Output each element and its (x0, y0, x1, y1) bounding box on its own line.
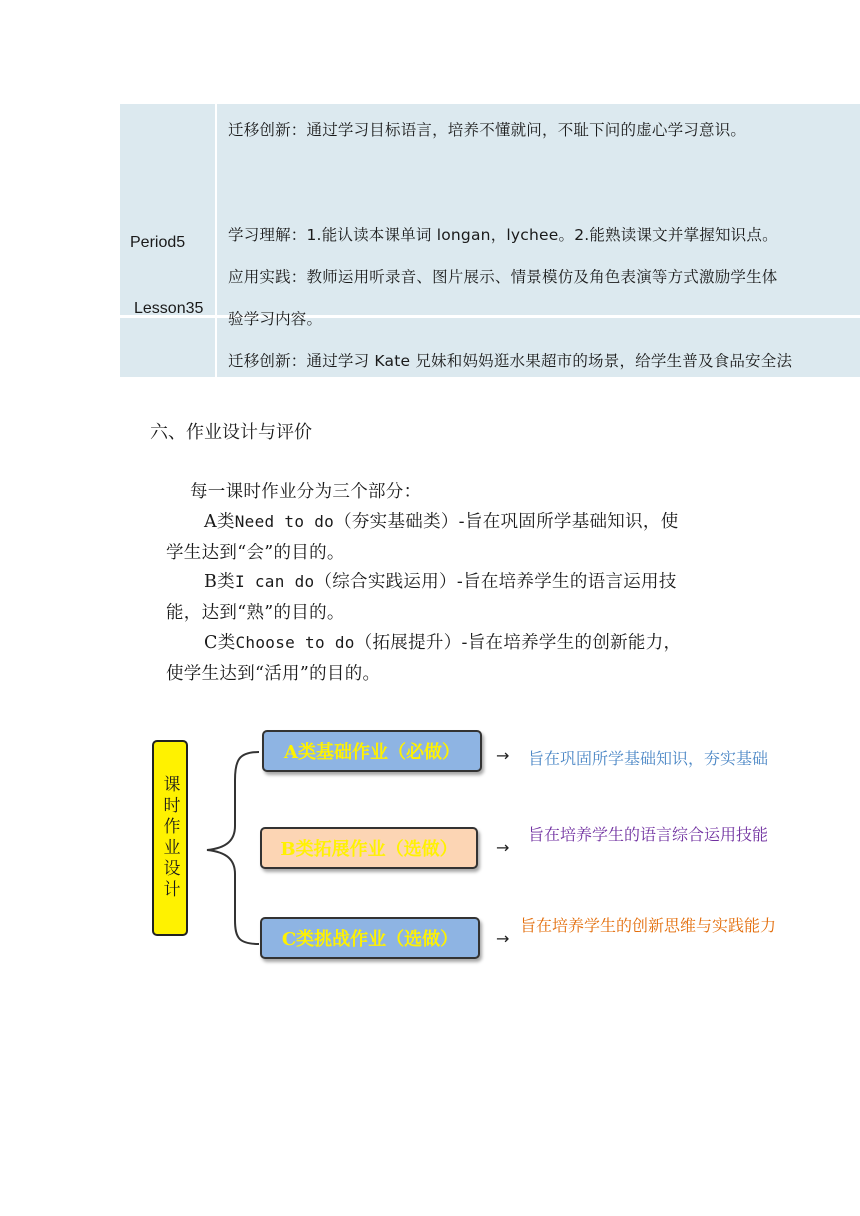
branch-c-desc: 旨在培养学生的创新思维与实践能力 (520, 916, 777, 935)
type-a-prefix: A类 (204, 512, 235, 532)
type-a-line1 (204, 508, 679, 533)
type-c-line2: 使学生达到“活用”的目的。 (166, 664, 381, 684)
type-a-desc: （夯实基础类）-旨在巩固所学基础知识，使 (334, 512, 679, 532)
type-b-prefix: B类 (204, 572, 235, 592)
arrow-a-icon: → (496, 746, 510, 765)
branch-c-box (260, 917, 480, 959)
lesson-table (120, 104, 860, 377)
diagram-brace (195, 740, 270, 950)
branch-a-label: A类基础作业（必做） (284, 742, 460, 763)
branch-a-box (262, 730, 482, 772)
branch-a-desc: 旨在巩固所学基础知识，夯实基础 (528, 749, 769, 768)
period5-transfer-text: 迁移创新：通过学习 Kate 兄妹和妈妈逛水果超市的场景，给学生普及食品安全法 (228, 352, 793, 370)
type-a-line2: 学生达到“会”的目的。 (166, 543, 345, 563)
prev-row-transfer-text: 迁移创新：通过学习目标语言，培养不懂就问，不耻下问的虚心学习意识。 (228, 121, 747, 139)
type-c-prefix: C类 (204, 633, 236, 653)
type-c-line1 (204, 629, 681, 654)
branch-b-desc: 旨在培养学生的语言综合运用技能 (528, 825, 769, 844)
period-label: Period5 (130, 234, 186, 251)
homework-intro: 每一课时作业分为三个部分： (190, 482, 422, 502)
branch-b-label: B类拓展作业（选做） (280, 839, 458, 860)
section-heading: 六、作业设计与评价 (150, 422, 312, 443)
type-b-desc: （综合实践运用）-旨在培养学生的语言运用技 (314, 572, 677, 592)
diagram-root-label: 课时作业设计 (159, 775, 180, 901)
arrow-b-icon: → (496, 838, 510, 857)
arrow-c-icon: → (496, 929, 510, 948)
period5-apply-line1: 应用实践：教师运用听录音、图片展示、情景模仿及角色表演等方式激励学生体 (228, 268, 778, 286)
period5-learn-text: 学习理解：1.能认读本课单词 longan，lychee。2.能熟读课文并掌握知识点。 (228, 226, 778, 244)
type-c-desc: （拓展提升）-旨在培养学生的创新能力， (354, 633, 682, 653)
type-a-english: Need to do (234, 512, 335, 531)
type-c-english: Choose to do (235, 633, 355, 652)
table-column-divider (215, 104, 217, 377)
diagram-root-box (152, 740, 188, 936)
period5-apply-line2: 验学习内容。 (228, 310, 323, 328)
type-b-line1 (204, 568, 677, 593)
type-b-english: I can do (234, 572, 315, 591)
branch-b-box (260, 827, 478, 869)
type-b-line2: 能，达到“熟”的目的。 (166, 603, 345, 623)
lesson-label: Lesson35 (134, 300, 204, 317)
branch-c-label: C类挑战作业（选做） (281, 929, 459, 950)
